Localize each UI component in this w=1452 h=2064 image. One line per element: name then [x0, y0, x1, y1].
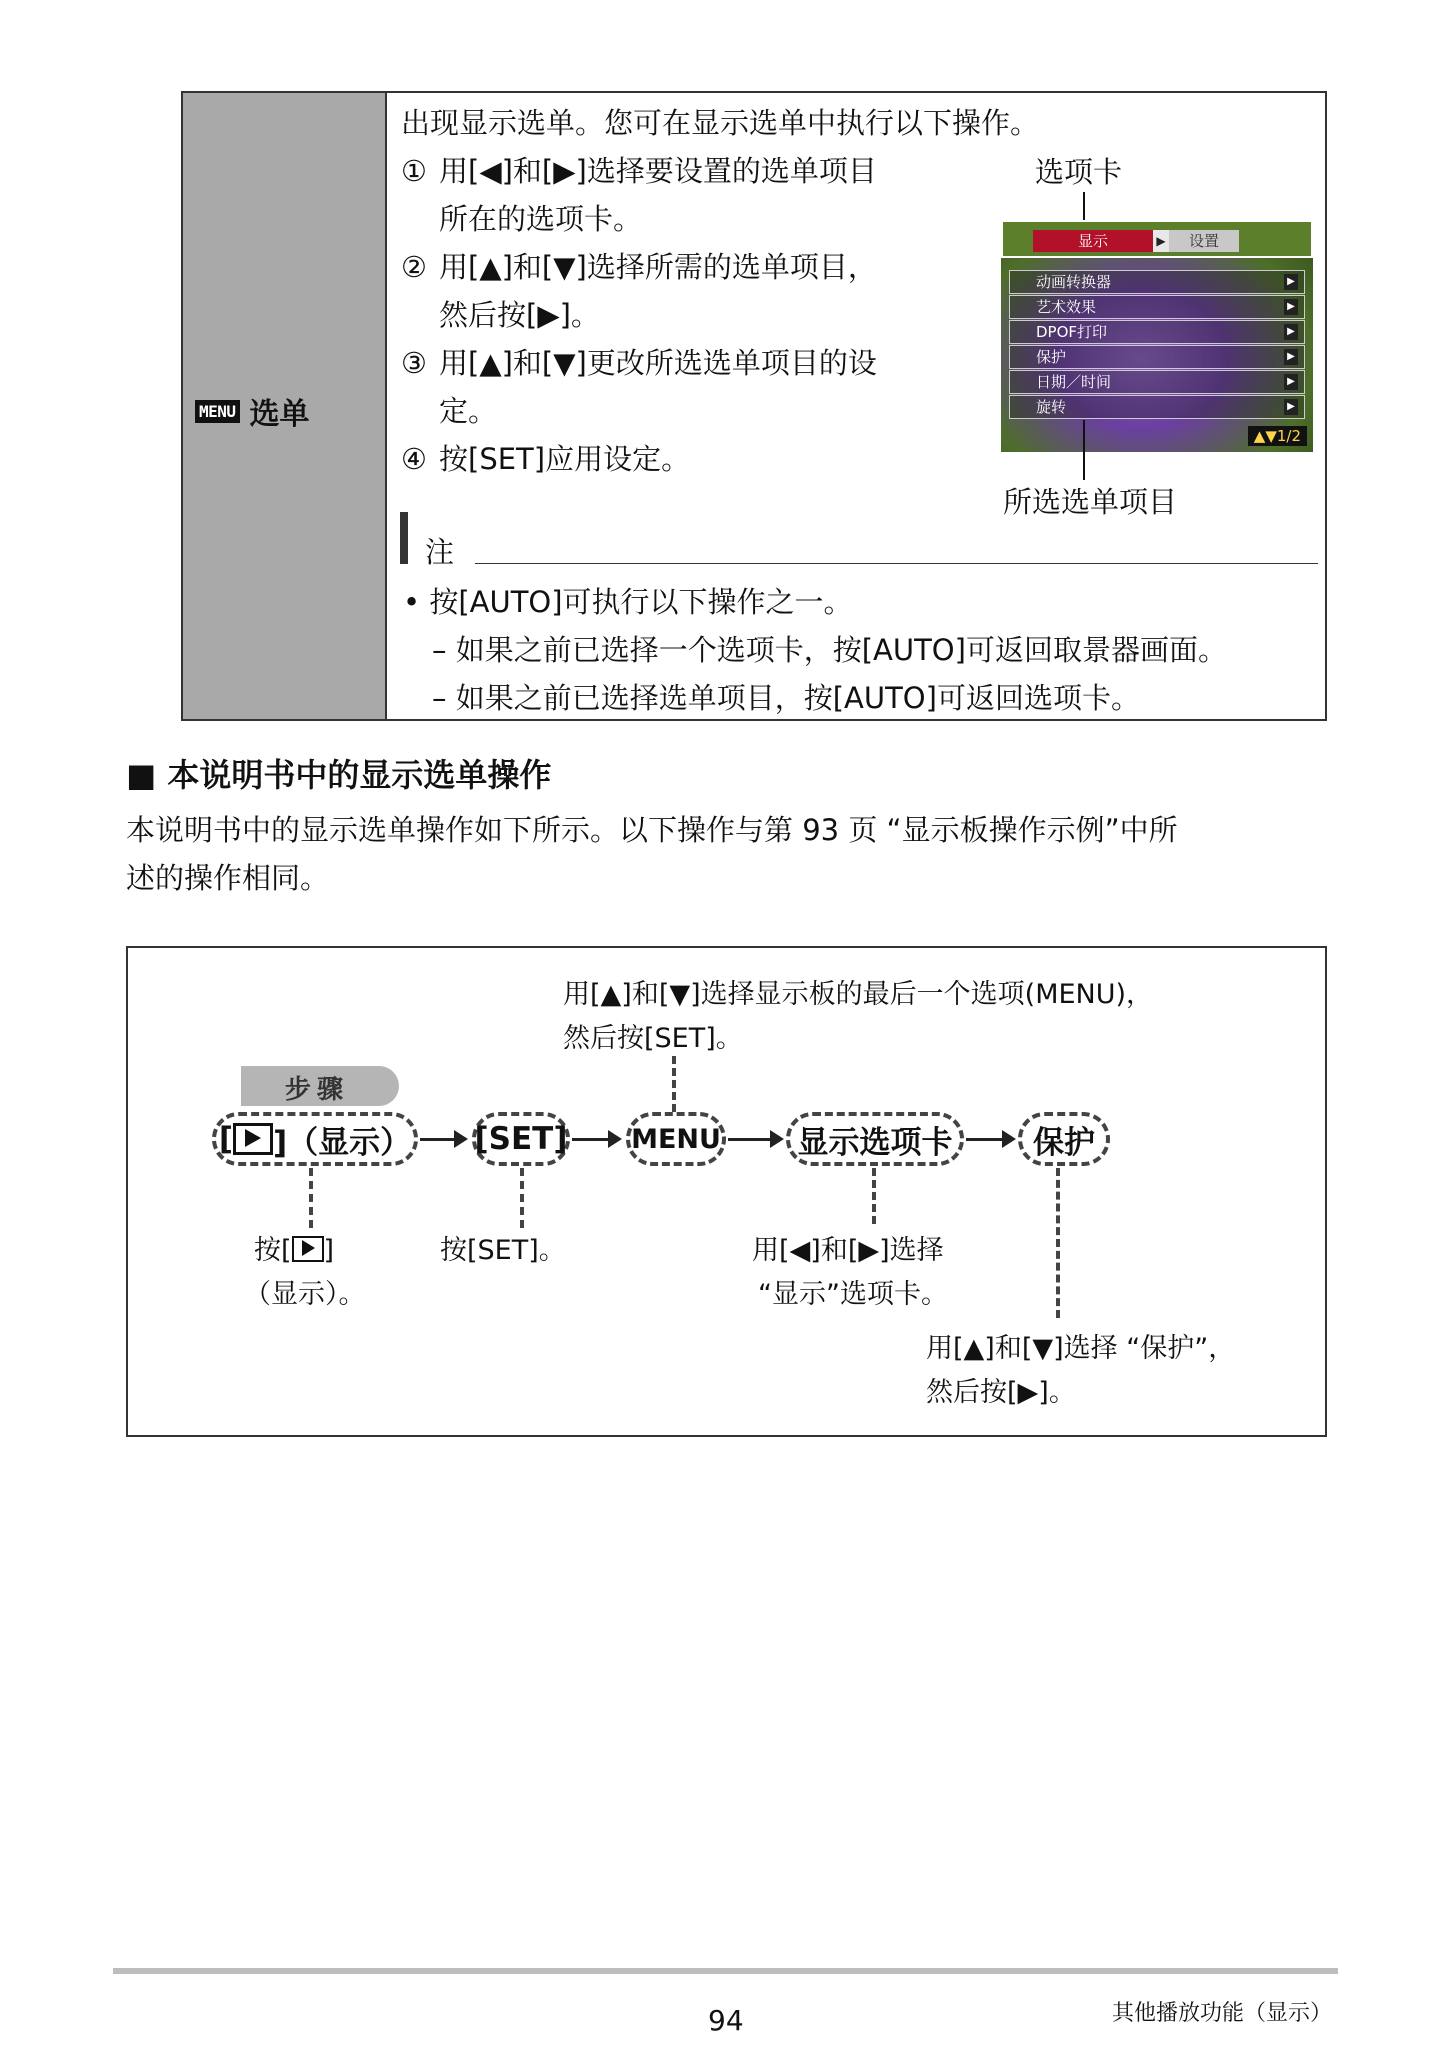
- note-bullet: • 按[AUTO]可执行以下操作之一。: [403, 585, 853, 619]
- connector-dashed: [520, 1168, 524, 1228]
- step-3: [401, 339, 877, 387]
- flow-node-play: [ ]（显示）: [212, 1112, 418, 1166]
- step-4: [401, 435, 690, 483]
- step-text: 用[▲]和[▼]更改所选选单项目的设: [439, 346, 877, 380]
- footer-divider: [113, 1968, 1338, 1974]
- connector-dashed: [672, 1056, 676, 1112]
- chevron-right-icon: ▶: [1284, 299, 1298, 315]
- step-text: 按[SET]应用设定。: [439, 442, 691, 476]
- tab-arrow-icon: ▶: [1153, 230, 1169, 252]
- note-title: 注: [425, 535, 455, 569]
- chevron-right-icon: ▶: [1284, 324, 1298, 340]
- step-number: ②: [401, 250, 427, 284]
- step-1-cont: 所在的选项卡。: [439, 202, 643, 236]
- flow-node-display-tab: 显示选项卡: [786, 1112, 964, 1166]
- step-text: 用[▲]和[▼]选择所需的选单项目，: [439, 250, 877, 284]
- step-2-cont: 然后按[▶]。: [439, 298, 600, 332]
- flow-arrow: [728, 1138, 774, 1141]
- tab-note: 用[◀]和[▶]选择: [752, 1235, 944, 1266]
- selected-item-callout-label: 所选选单项目: [1003, 485, 1178, 519]
- step-1: [401, 147, 877, 195]
- arrow-right-icon: [770, 1130, 784, 1148]
- arrow-right-icon: [608, 1130, 622, 1148]
- arrow-right-icon: [1002, 1130, 1016, 1148]
- section-title: ■ 本说明书中的显示选单操作: [126, 756, 552, 794]
- camera-menu-item: 旋转 ▶: [1009, 395, 1305, 419]
- protect-note: 用[▲]和[▼]选择 “保护”，: [926, 1333, 1236, 1364]
- play-icon: [233, 1123, 273, 1155]
- chevron-right-icon: ▶: [1284, 399, 1298, 415]
- chevron-right-icon: ▶: [1284, 349, 1298, 365]
- tab-note: “显示”选项卡。: [758, 1279, 948, 1310]
- camera-menu-screen: [1001, 220, 1313, 452]
- footer-title: 其他播放功能（显示）: [1112, 2001, 1333, 2026]
- menu-badge-icon: MENU: [195, 400, 240, 423]
- play-note: （显示）。: [244, 1279, 366, 1310]
- step-3-cont: 定。: [439, 394, 498, 428]
- play-note: 按[ ]: [254, 1235, 335, 1266]
- chevron-right-icon: ▶: [1284, 374, 1298, 390]
- flow-arrow: [966, 1138, 1006, 1141]
- menu-row-label: [195, 389, 310, 433]
- flow-arrow: [420, 1138, 458, 1141]
- flow-node-protect: 保护: [1018, 1112, 1110, 1166]
- section-body: 述的操作相同。: [126, 861, 330, 895]
- arrow-right-icon: [454, 1130, 468, 1148]
- note-subitem: – 如果之前已选择选单项目，按[AUTO]可返回选项卡。: [432, 681, 1140, 715]
- page-number: 94: [708, 2004, 744, 2037]
- menu-instruction: 用[▲]和[▼]选择显示板的最后一个选项(MENU)，: [563, 979, 1154, 1010]
- step-number: ④: [401, 442, 427, 476]
- set-note: 按[SET]。: [440, 1235, 566, 1266]
- note-marker: [400, 512, 408, 564]
- note-subitem: – 如果之前已选择一个选项卡，按[AUTO]可返回取景器画面。: [432, 633, 1227, 667]
- tab-callout-label: 选项卡: [1035, 155, 1123, 189]
- connector-dashed: [1056, 1168, 1060, 1318]
- camera-tab-display: 显示: [1033, 230, 1153, 252]
- camera-menu-item: 艺术效果 ▶: [1009, 295, 1305, 319]
- play-icon: [292, 1236, 324, 1262]
- steps-label: 步骤: [285, 1075, 350, 1105]
- camera-page-indicator: ▲▼1/2: [1248, 426, 1307, 446]
- menu-instruction: 然后按[SET]。: [563, 1023, 743, 1054]
- menu-table-label-cell: [183, 93, 387, 719]
- step-2: [401, 243, 877, 291]
- connector-dashed: [309, 1168, 313, 1228]
- step-number: ③: [401, 346, 427, 380]
- flow-arrow: [572, 1138, 612, 1141]
- steps-badge: [231, 1066, 399, 1106]
- camera-menu-item: 日期／时间 ▶: [1009, 370, 1305, 394]
- step-number: ①: [401, 154, 427, 188]
- note-divider: [475, 563, 1318, 564]
- connector-dashed: [872, 1168, 876, 1224]
- camera-menu-item: 动画转换器 ▶: [1009, 270, 1305, 294]
- chevron-right-icon: ▶: [1284, 274, 1298, 290]
- camera-menu-item: DPOF打印 ▶: [1009, 320, 1305, 344]
- menu-row-title: 选单: [249, 397, 310, 432]
- selected-item-callout-line: [1083, 420, 1085, 480]
- protect-note: 然后按[▶]。: [926, 1377, 1076, 1408]
- camera-tab-settings: 设置: [1169, 230, 1239, 252]
- menu-intro: 出现显示选单。您可在显示选单中执行以下操作。: [401, 106, 1040, 140]
- section-body: 本说明书中的显示选单操作如下所示。以下操作与第 93 页 “显示板操作示例”中所: [126, 813, 1178, 847]
- camera-tab-bar: [1001, 220, 1313, 258]
- camera-menu-item: 保护 ▶: [1009, 345, 1305, 369]
- flow-node-set: [SET]: [472, 1112, 570, 1166]
- step-text: 用[◀]和[▶]选择要设置的选单项目: [439, 154, 877, 188]
- flow-node-menu: MENU: [626, 1112, 726, 1166]
